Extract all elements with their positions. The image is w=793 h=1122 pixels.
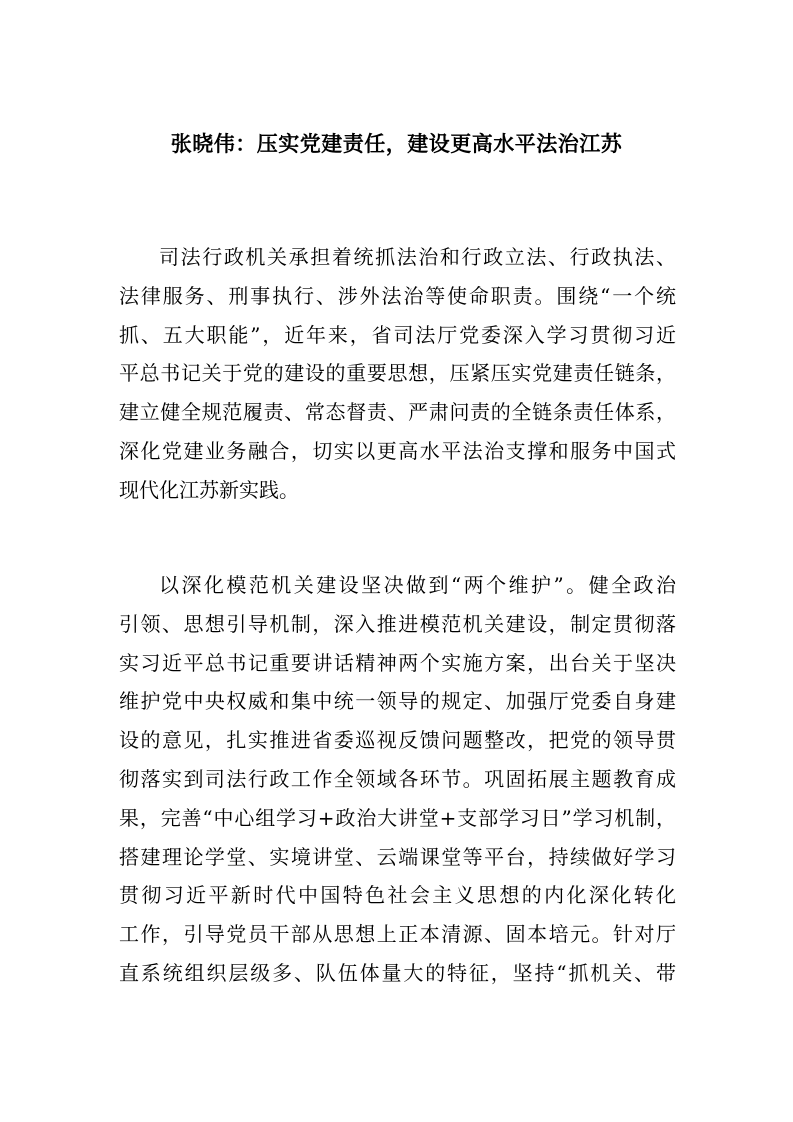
document-title: 张晓伟：压实党建责任，建设更高水平法治江苏 bbox=[170, 132, 623, 156]
paragraph-2 bbox=[119, 566, 676, 993]
paragraph-line: 直系统组织层级多、队伍体量大的特征，坚持“抓机关、带 bbox=[119, 960, 676, 985]
paragraph-line: 搭建理论学堂、实境讲堂、云端课堂等平台，持续做好学习 bbox=[119, 844, 676, 869]
paragraph-line: 司法行政机关承担着统抓法治和行政立法、行政执法、 bbox=[159, 245, 676, 269]
paragraph-line: 深化党建业务融合，切实以更高水平法治支撑和服务中国式 bbox=[119, 438, 676, 463]
paragraph-line: 法律服务、刑事执行、涉外法治等使命职责。围绕“一个统 bbox=[119, 283, 676, 308]
paragraph-line: 设的意见，扎实推进省委巡视反馈问题整改，把党的领导贯 bbox=[119, 728, 676, 753]
paragraph-line: 抓、五大职能”，近年来，省司法厅党委深入学习贯彻习近 bbox=[119, 322, 676, 347]
paragraph-line: 现代化江苏新实践。 bbox=[119, 477, 299, 502]
paragraph-line: 贯彻习近平新时代中国特色社会主义思想的内化深化转化 bbox=[119, 883, 676, 908]
paragraph-line: 果，完善“中心组学习+政治大讲堂+支部学习日”学习机制， bbox=[119, 805, 676, 830]
paragraph-line: 实习近平总书记重要讲话精神两个实施方案，出台关于坚决 bbox=[119, 650, 676, 675]
paragraph-line: 彻落实到司法行政工作全领域各环节。巩固拓展主题教育成 bbox=[119, 766, 676, 791]
paragraph-line: 以深化模范机关建设坚决做到“两个维护”。健全政治 bbox=[159, 573, 676, 597]
paragraph-line: 引领、思想引导机制，深入推进模范机关建设，制定贯彻落 bbox=[119, 611, 676, 636]
paragraph-line: 维护党中央权威和集中统一领导的规定、加强厅党委自身建 bbox=[119, 689, 676, 714]
paragraph-line: 工作，引导党员干部从思想上正本清源、固本培元。针对厅 bbox=[119, 922, 676, 947]
paragraph-1 bbox=[119, 238, 676, 510]
paragraph-line: 建立健全规范履责、常态督责、严肃问责的全链条责任体系， bbox=[119, 400, 676, 425]
paragraph-line: 平总书记关于党的建设的重要思想，压紧压实党建责任链条， bbox=[119, 361, 676, 386]
